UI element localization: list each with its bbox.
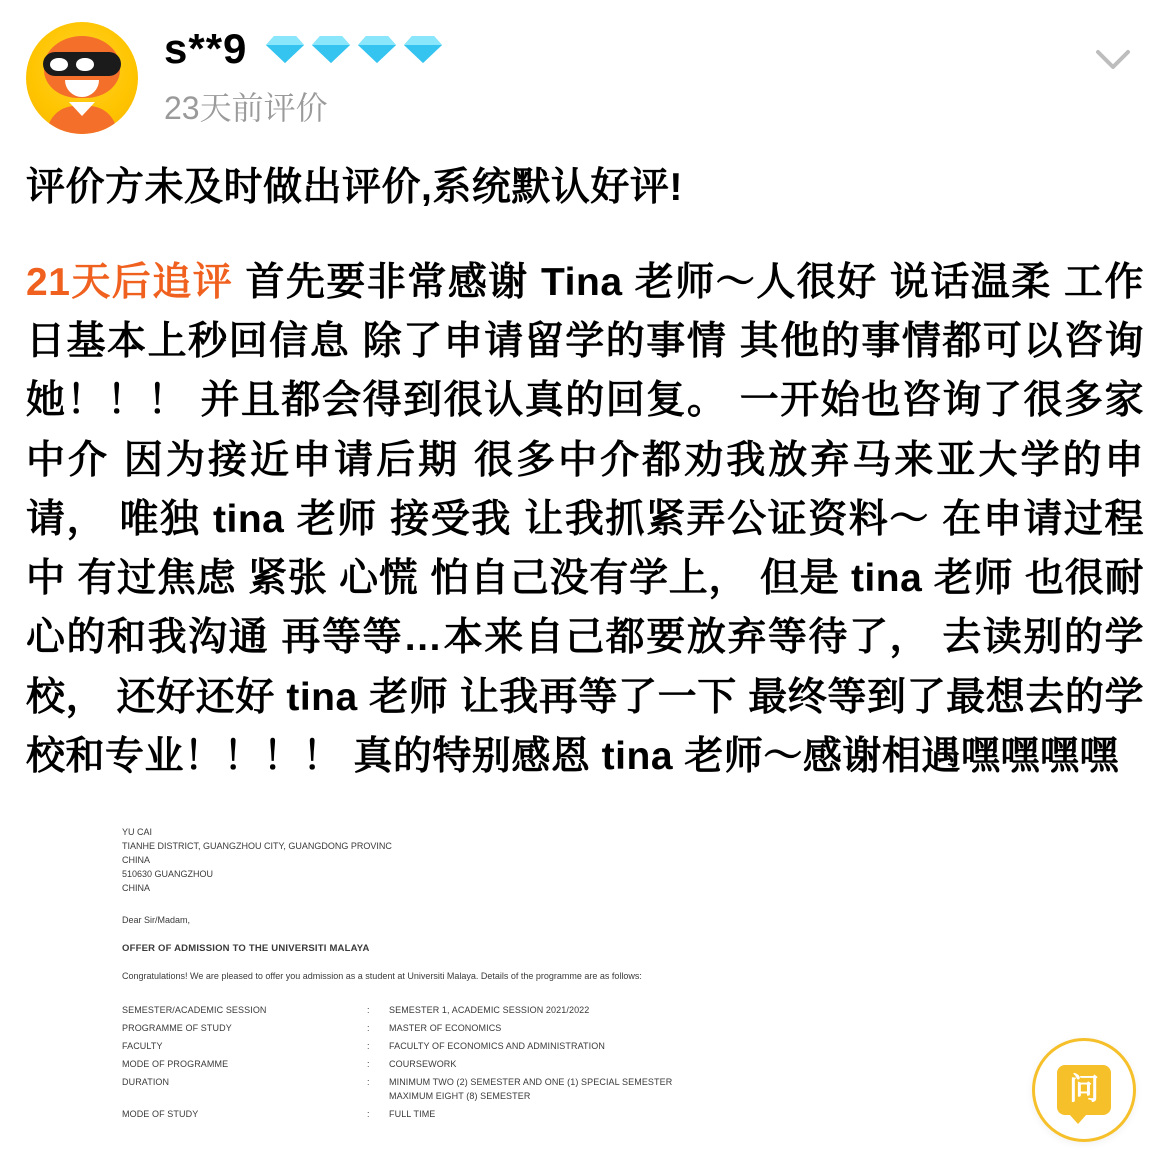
avatar bbox=[26, 22, 138, 134]
followup-comment bbox=[26, 253, 1144, 786]
detail-colon: : bbox=[367, 1023, 370, 1034]
diamond-icon bbox=[403, 34, 443, 64]
detail-value bbox=[389, 1020, 1054, 1038]
detail-value-line: MASTER OF ECONOMICS bbox=[389, 1023, 502, 1034]
avatar-eye-left bbox=[50, 58, 68, 71]
detail-label: FACULTY bbox=[122, 1041, 163, 1052]
detail-value-line: SEMESTER 1, ACADEMIC SESSION 2021/2022 bbox=[389, 1005, 590, 1016]
diamond-icon bbox=[265, 34, 305, 64]
detail-value bbox=[389, 1106, 1054, 1124]
help-button-label: 问 bbox=[1069, 1073, 1099, 1106]
detail-value bbox=[389, 1074, 1054, 1106]
table-row bbox=[122, 1002, 1054, 1020]
table-row bbox=[122, 1056, 1054, 1074]
table-row bbox=[122, 1020, 1054, 1038]
review-header bbox=[0, 0, 1170, 124]
salutation: Dear Sir/Madam, bbox=[122, 914, 191, 925]
detail-label: DURATION bbox=[122, 1077, 170, 1088]
detail-value-line: FACULTY OF ECONOMICS AND ADMINISTRATION bbox=[389, 1041, 605, 1052]
rating-diamonds bbox=[265, 34, 443, 64]
addressee-line: CHINA bbox=[122, 882, 151, 893]
addressee-line: YU CAI bbox=[122, 827, 153, 838]
followup-tag: 21天后追评 bbox=[26, 260, 234, 304]
avatar-eye-right bbox=[76, 58, 94, 71]
table-row bbox=[122, 1038, 1054, 1056]
user-name: s**9 bbox=[164, 25, 248, 72]
attachment-image[interactable] bbox=[26, 812, 1144, 1124]
table-row bbox=[122, 1106, 1054, 1124]
detail-value bbox=[389, 1056, 1054, 1074]
detail-value-line: MINIMUM TWO (2) SEMESTER AND ONE (1) SPECIAL SEMESTER bbox=[389, 1077, 673, 1088]
detail-label: PROGRAMME OF STUDY bbox=[122, 1023, 232, 1034]
offer-letter-document bbox=[122, 812, 1054, 1124]
congratulations-paragraph: Congratulations! We are pleased to offer you admission as a student at Universiti Malaya. Details of the programme are as follows: bbox=[122, 971, 642, 982]
diamond-icon bbox=[357, 34, 397, 64]
review-timestamp: 23天前评价 bbox=[164, 90, 328, 126]
addressee-line: TIANHE DISTRICT, GUANGZHOU CITY, GUANGDONG PROVINC bbox=[122, 841, 392, 852]
followup-text: 首先要非常感谢 Tina 老师～人很好 说话温柔 工作日基本上秒回信息 除了申请留学的事情 其他的事情都可以咨询她！！！ 并且都会得到很认真的回复。 一开始也咨询了很多家中介 因为接近申请后期 很多中介都劝我放弃马来亚大学的申请， 唯独 tina 老师 接受我 让我抓紧弄公证资料～ 在申请过程中 有过焦虑 紧张 心慌 怕自己没有学上， 但是 tina 老师 也很耐心的和我沟通 再等等…本来自己都要放弃等待了， 去读别的学校， 还好还好 tina 老师 让我再等了一下 最终等到了最想去的学校和专业！！！！ 真的特别感恩 tina 老师～感谢相遇嘿嘿嘿嘿 bbox=[26, 260, 1144, 778]
addressee-block bbox=[122, 826, 1054, 896]
review-body bbox=[0, 164, 1170, 1124]
detail-colon: : bbox=[367, 1041, 370, 1052]
addressee-line: 510630 GUANGZHOU bbox=[122, 868, 214, 879]
detail-colon: : bbox=[367, 1005, 370, 1016]
detail-label: MODE OF STUDY bbox=[122, 1109, 199, 1120]
detail-colon: : bbox=[367, 1059, 370, 1070]
addressee-line: CHINA bbox=[122, 855, 151, 866]
help-float-button[interactable] bbox=[1032, 1038, 1136, 1142]
table-row bbox=[122, 1074, 1054, 1106]
detail-colon: : bbox=[367, 1077, 370, 1088]
detail-label: SEMESTER/ACADEMIC SESSION bbox=[122, 1005, 267, 1016]
detail-value bbox=[389, 1002, 1054, 1020]
detail-label: MODE OF PROGRAMME bbox=[122, 1059, 229, 1070]
detail-colon: : bbox=[367, 1109, 370, 1120]
offer-title: OFFER OF ADMISSION TO THE UNIVERSITI MALAYA bbox=[122, 942, 370, 954]
chevron-down-icon[interactable] bbox=[1090, 36, 1136, 82]
first-comment-text: 评价方未及时做出评价,系统默认好评! bbox=[26, 166, 683, 209]
offer-details-table bbox=[122, 1002, 1054, 1124]
detail-value-line: MAXIMUM EIGHT (8) SEMESTER bbox=[389, 1091, 531, 1102]
review-header-text bbox=[164, 22, 1144, 124]
diamond-icon bbox=[311, 34, 351, 64]
detail-value-line: COURSEWORK bbox=[389, 1059, 457, 1070]
user-name-row bbox=[164, 25, 1144, 72]
chat-bubble-icon bbox=[1057, 1065, 1111, 1115]
detail-value bbox=[389, 1038, 1054, 1056]
detail-value-line: FULL TIME bbox=[389, 1109, 436, 1120]
